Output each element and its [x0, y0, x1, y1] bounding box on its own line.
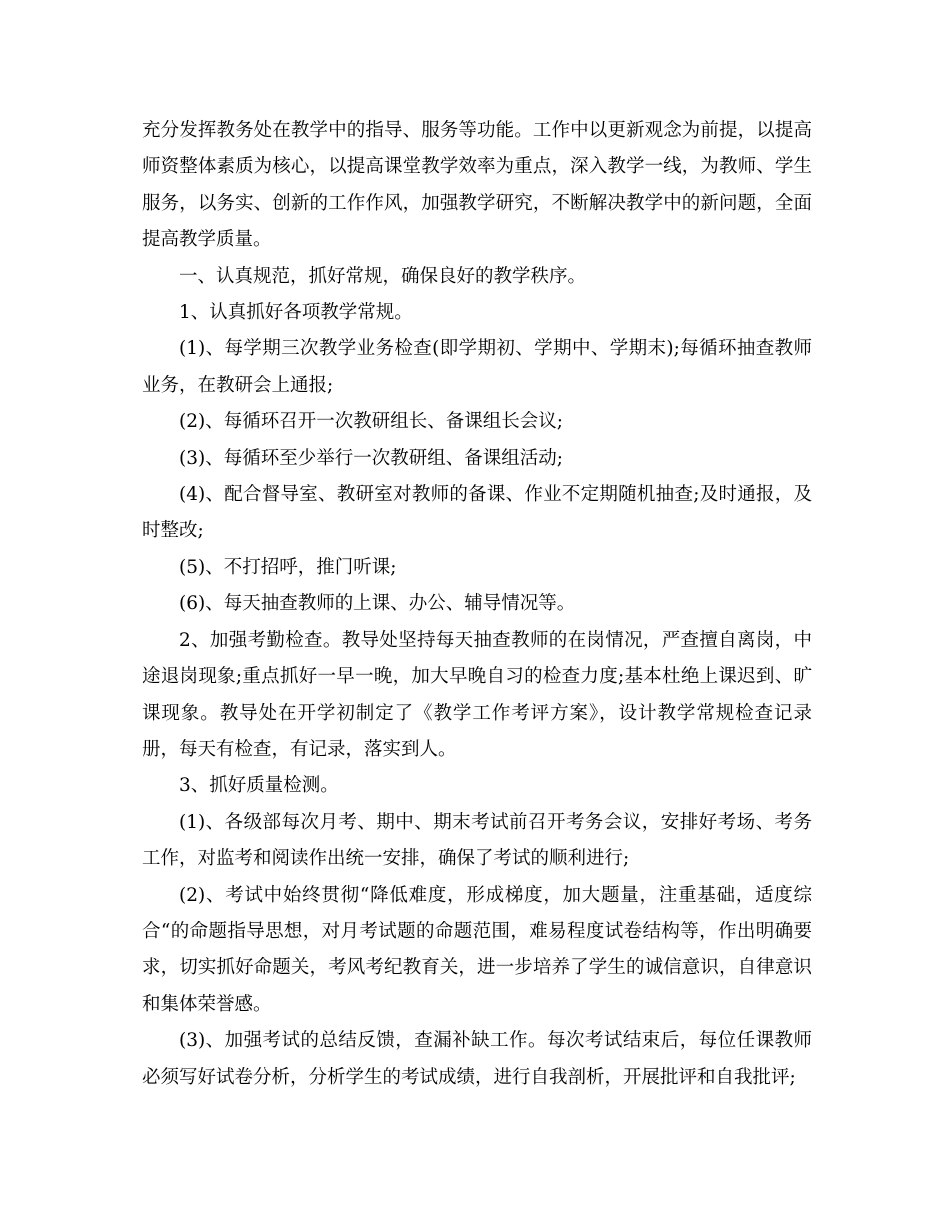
section-heading-1: 一、认真规范，抓好常规，确保良好的教学秩序。 [179, 265, 587, 287]
subheading-1: 1、认真抓好各项教学常规。 [179, 302, 413, 324]
subheading-2: 2、加强考勤检查。教导处坚持每天抽查教师的在岗情况，严查擅自离岗，中途退岗现象;重点抓好一早一晚，加大早晚自习的检查力度;基本杜绝上课迟到、旷课现象。教导处在开学初制定了《教学工作考评方案》，设计教学常规检查记录册，每天有检查，有记录，落实到人。 [142, 629, 812, 760]
list-item-3-3: (3)、加强考试的总结反馈，查漏补缺工作。每次考试结束后，每位任课教师必须写好试卷分析，分析学生的考试成绩，进行自我剖析，开展批评和自我批评; [142, 1030, 812, 1088]
paragraph-intro: 充分发挥教务处在教学中的指导、服务等功能。工作中以更新观念为前提，以提高师资整体素质为核心，以提高课堂教学效率为重点，深入教学一线，为教师、学生服务，以务实、创新的工作作风，加强教学研究，不断解决教学中的新问题，全面提高教学质量。 [142, 120, 812, 251]
subheading-3: 3、抓好质量检测。 [179, 775, 339, 797]
list-item-1-3: (3)、每循环至少举行一次教研组、备课组活动; [179, 447, 563, 469]
list-item-3-2: (2)、考试中始终贯彻“降低难度，形成梯度，加大题量，注重基础，适度综合“的命题指导思想，对月考试题的命题范围，难易程度试卷结构等，作出明确要求，切实抓好命题关，考风考纪教育关，进一步培养了学生的诚信意识，自律意识和集体荣誉感。 [142, 884, 812, 1015]
list-item-1-2: (2)、每循环召开一次教研组长、备课组长会议; [179, 411, 563, 433]
list-item-1-4: (4)、配合督导室、教研室对教师的备课、作业不定期随机抽查;及时通报，及时整改; [142, 484, 812, 542]
list-item-1-5: (5)、不打招呼，推门听课; [179, 556, 397, 578]
list-item-1-6: (6)、每天抽查教师的上课、办公、辅导情况等。 [179, 593, 576, 615]
list-item-1-1: (1)、每学期三次教学业务检查(即学期初、学期中、学期末);每循环抽查教师业务，在教研会上通报; [142, 338, 812, 396]
list-item-3-1: (1)、各级部每次月考、期中、期末考试前召开考务会议，安排好考场、考务工作，对监考和阅读作出统一安排，确保了考试的顺利进行; [142, 811, 812, 870]
document-body [142, 113, 812, 1096]
